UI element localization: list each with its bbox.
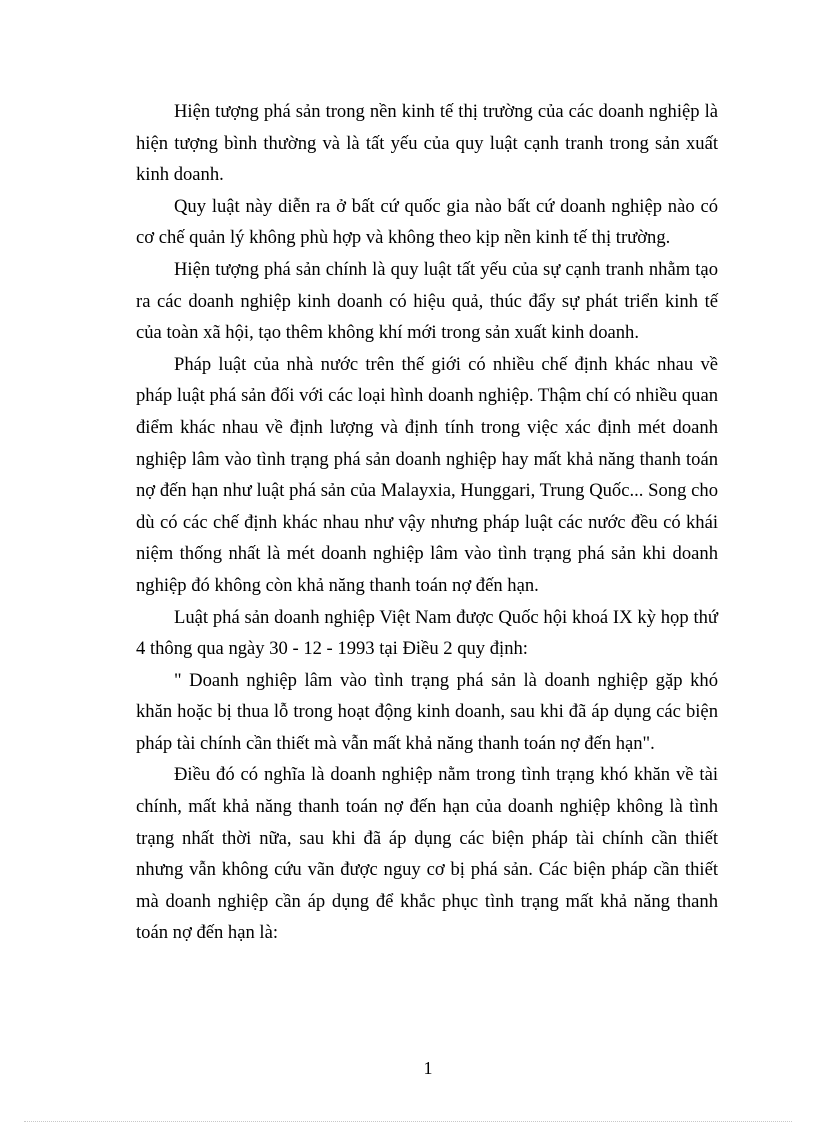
paragraph-7: Điều đó có nghĩa là doanh nghiệp nằm trong tình trạng khó khăn về tài chính, mất khả năng thanh toán nợ đến hạn của doanh nghiệp không là tình trạng nhất thời nữa, sau khi đã áp dụng các biện pháp tài chính cần thiết nhưng vẫn không cứu vãn được nguy cơ bị phá sản. Các biện pháp cần thiết mà doanh nghiệp cần áp dụng để khắc phục tình trạng mất khả năng thanh toán nợ đến hạn là:	[136, 764, 718, 944]
paragraph-1: Hiện tượng phá sản trong nền kinh tế thị trường của các doanh nghiệp là hiện tượng bình thường và là tất yếu của quy luật cạnh tranh trong sản xuất kinh doanh.	[136, 101, 718, 186]
paragraph-2: Quy luật này diễn ra ở bất cứ quốc gia nào bất cứ doanh nghiệp nào có cơ chế quản lý không phù hợp và không theo kịp nền kinh tế thị trường.	[136, 195, 718, 249]
paragraph-4: Pháp luật của nhà nước trên thế giới có nhiều chế định khác nhau về pháp luật phá sản đối với các loại hình doanh nghiệp. Thậm chí có nhiều quan điểm khác nhau về định lượng và định tính trong việc xác định mét doanh nghiệp lâm vào tình trạng phá sản doanh nghiệp hay mất khả năng thanh toán nợ đến hạn như luật phá sản của Malayxia, Hunggari, Trung Quốc... Song cho dù có các chế định khác nhau như vậy nhưng pháp luật các nước đều có khái niệm thống nhất là mét doanh nghiệp lâm vào tình trạng phá sản khi doanh nghiệp đó không còn khả năng thanh toán nợ đến hạn.	[136, 353, 718, 596]
page-number: 1	[423, 1058, 433, 1078]
paragraph-3: Hiện tượng phá sản chính là quy luật tất yếu của sự cạnh tranh nhằm tạo ra các doanh nghiệp kinh doanh có hiệu quả, thúc đẩy sự phát triển kinh tế của toàn xã hội, tạo thêm không khí mới trong sản xuất kinh doanh.	[136, 258, 718, 344]
page-bottom-divider	[24, 1121, 792, 1122]
paragraph-5: Luật phá sản doanh nghiệp Việt Nam được Quốc hội khoá IX kỳ họp thứ 4 thông qua ngày 30 - 12 - 1993 tại Điều 2 quy định:	[136, 606, 718, 660]
document-body	[136, 96, 718, 949]
paragraph-6-quote: " Doanh nghiệp lâm vào tình trạng phá sản là doanh nghiệp gặp khó khăn hoặc bị thua lỗ trong hoạt động kinh doanh, sau khi đã áp dụng các biện pháp tài chính cần thiết mà vẫn mất khả năng thanh toán nợ đến hạn".	[136, 669, 718, 754]
